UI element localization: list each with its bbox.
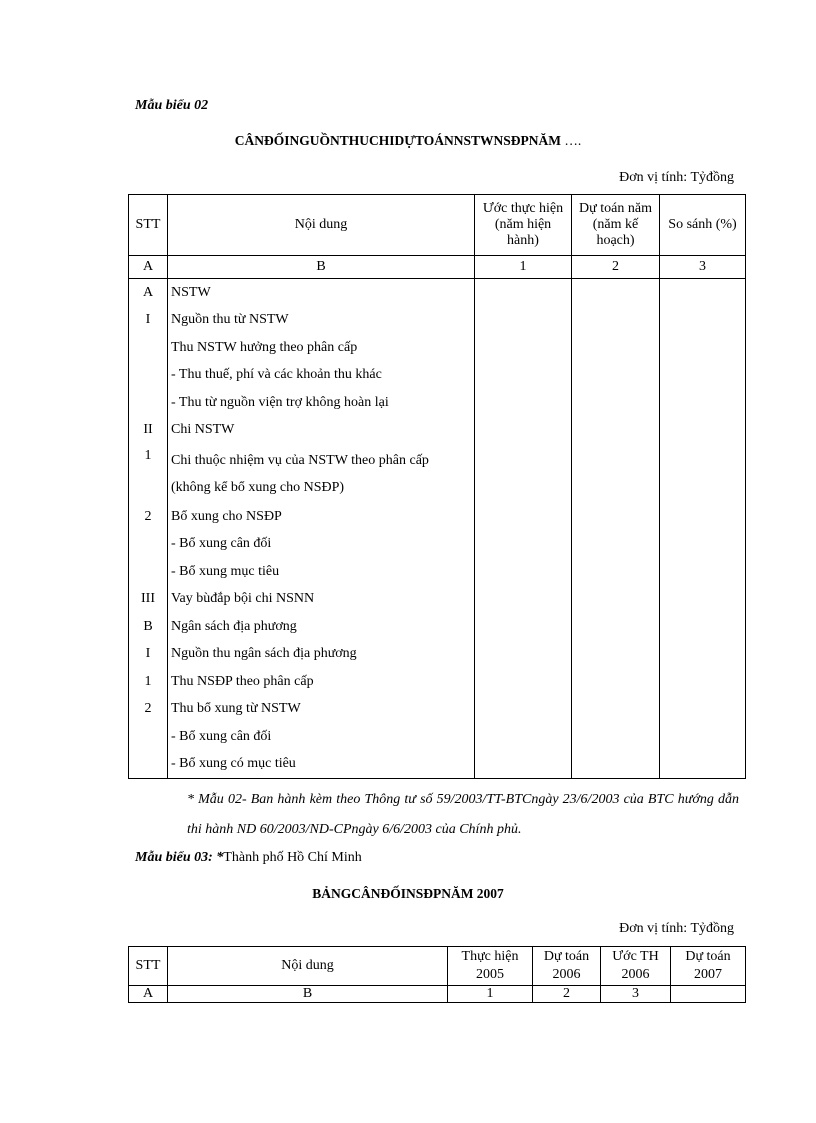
row-value	[572, 751, 660, 779]
footnote-text: * Mẫu 02- Ban hành kèm theo Thông tư số 59/2003/TT-BTCngày 23/6/2003 của BTC hướng dẫn thi hành ND 60/2003/ND-CPngày 6/6/2003 của Chính phủ.	[187, 792, 739, 837]
row-value	[572, 503, 660, 531]
row-value	[660, 613, 746, 641]
row-value	[475, 503, 572, 531]
row-stt	[129, 558, 168, 586]
row-value	[572, 641, 660, 669]
table-row	[129, 723, 746, 751]
row-value	[475, 531, 572, 559]
row-content: Chi NSTW	[168, 417, 475, 445]
row-content: - Bổ xung có mục tiêu	[168, 751, 475, 779]
form-03-title: BẢNGCÂNĐỐINSĐPNĂM 2007	[312, 886, 504, 901]
row-value	[660, 444, 746, 503]
form-label-03-prefix: Mẫu biểu 03:	[135, 850, 213, 865]
local-budget-table	[128, 946, 746, 1003]
label-cell: B	[168, 986, 448, 1003]
row-stt	[129, 751, 168, 779]
row-value	[475, 641, 572, 669]
table-row	[129, 751, 746, 779]
table-row	[129, 444, 746, 503]
row-value	[572, 389, 660, 417]
row-value	[572, 531, 660, 559]
row-stt: 1	[129, 444, 168, 503]
row-value	[572, 613, 660, 641]
row-stt: I	[129, 641, 168, 669]
label-cell	[671, 986, 746, 1003]
table-row	[129, 558, 746, 586]
label-cell: 3	[601, 986, 671, 1003]
row-content: - Thu thuế, phí và các khoản thu khác	[168, 362, 475, 390]
row-value	[660, 307, 746, 335]
row-content: - Thu từ nguồn viện trợ không hoàn lại	[168, 389, 475, 417]
row-value	[475, 444, 572, 503]
table-row	[129, 362, 746, 390]
row-stt: II	[129, 417, 168, 445]
row-value	[572, 668, 660, 696]
row-content: Bổ xung cho NSĐP	[168, 503, 475, 531]
header-budget-2007: Dự toán 2007	[671, 947, 746, 986]
row-value	[475, 586, 572, 614]
row-value	[475, 279, 572, 307]
row-stt: 2	[129, 696, 168, 724]
row-value	[660, 751, 746, 779]
header-budget-2006: Dự toán 2006	[533, 947, 601, 986]
table-row	[129, 613, 746, 641]
row-value	[660, 723, 746, 751]
row-value	[660, 362, 746, 390]
form-02-unit: Đơn vị tính: Tỷđồng	[619, 170, 734, 185]
row-content: Thu bổ xung từ NSTW	[168, 696, 475, 724]
form-label-03-star: *	[212, 850, 224, 865]
row-value	[475, 307, 572, 335]
label-cell: 2	[572, 256, 660, 279]
form-02-title-text: CÂNĐỐINGUỒNTHUCHIDỰTOÁNNSTWNSĐPNĂM	[234, 133, 562, 148]
row-stt	[129, 531, 168, 559]
table-row	[129, 668, 746, 696]
label-cell: A	[129, 986, 168, 1003]
row-stt: III	[129, 586, 168, 614]
row-content: - Bổ xung mục tiêu	[168, 558, 475, 586]
row-value	[660, 558, 746, 586]
row-content: Vay bùđắp bội chi NSNN	[168, 586, 475, 614]
row-value	[660, 696, 746, 724]
row-value	[572, 307, 660, 335]
row-value	[660, 531, 746, 559]
form-02-title-dots: ….	[564, 133, 582, 148]
row-stt: 2	[129, 503, 168, 531]
table-row	[129, 641, 746, 669]
label-cell: 1	[448, 986, 533, 1003]
row-value	[660, 641, 746, 669]
row-content: Thu NSTW hưởng theo phân cấp	[168, 334, 475, 362]
form-label-03-city: Thành phố Hồ Chí Minh	[223, 850, 362, 865]
form-03-unit: Đơn vị tính: Tỷđồng	[619, 921, 734, 936]
table-row	[129, 417, 746, 445]
label-cell: 2	[533, 986, 601, 1003]
row-value	[475, 362, 572, 390]
header-stt: STT	[129, 947, 168, 986]
row-value	[660, 334, 746, 362]
row-content: NSTW	[168, 279, 475, 307]
row-stt: 1	[129, 668, 168, 696]
row-value	[475, 389, 572, 417]
row-value	[475, 558, 572, 586]
budget-balance-table	[128, 194, 746, 779]
header-actual-2005: Thực hiện 2005	[448, 947, 533, 986]
table-row	[129, 334, 746, 362]
row-content: - Bổ xung cân đối	[168, 531, 475, 559]
row-value	[572, 696, 660, 724]
row-stt	[129, 362, 168, 390]
row-value	[475, 417, 572, 445]
table-row	[129, 389, 746, 417]
row-content: Ngân sách địa phương	[168, 613, 475, 641]
column-label-row	[129, 256, 746, 279]
form-02-footnote	[135, 785, 739, 845]
row-value	[660, 586, 746, 614]
row-value	[572, 417, 660, 445]
header-comparison: So sánh (%)	[660, 195, 746, 256]
row-content: - Bổ xung cân đối	[168, 723, 475, 751]
row-value	[475, 613, 572, 641]
row-value	[475, 723, 572, 751]
table-row	[129, 503, 746, 531]
form-02-title	[0, 133, 816, 149]
row-value	[572, 558, 660, 586]
header-budget-plan: Dự toán năm (năm kế hoạch)	[572, 195, 660, 256]
row-value	[572, 723, 660, 751]
table-header-row	[129, 195, 746, 256]
table-row	[129, 586, 746, 614]
form-label-03	[135, 850, 362, 866]
row-value	[660, 279, 746, 307]
row-value	[660, 417, 746, 445]
row-stt: I	[129, 307, 168, 335]
table-row	[129, 307, 746, 335]
row-value	[572, 362, 660, 390]
column-label-row	[129, 986, 746, 1003]
row-stt	[129, 389, 168, 417]
row-value	[475, 668, 572, 696]
row-stt: B	[129, 613, 168, 641]
table-header-row	[129, 947, 746, 986]
row-stt: A	[129, 279, 168, 307]
row-value	[572, 586, 660, 614]
label-cell: B	[168, 256, 475, 279]
row-value	[572, 279, 660, 307]
row-stt	[129, 334, 168, 362]
row-content: Nguồn thu từ NSTW	[168, 307, 475, 335]
header-content: Nội dung	[168, 947, 448, 986]
row-value	[660, 668, 746, 696]
header-stt: STT	[129, 195, 168, 256]
header-estimate-2006: Ước TH 2006	[601, 947, 671, 986]
row-content: Chi thuộc nhiệm vụ của NSTW theo phân cấp (không kể bổ xung cho NSĐP)	[168, 444, 475, 503]
row-value	[475, 334, 572, 362]
header-content: Nội dung	[168, 195, 475, 256]
row-content: Thu NSĐP theo phân cấp	[168, 668, 475, 696]
header-estimate-current: Ước thực hiện (năm hiện hành)	[475, 195, 572, 256]
table-row	[129, 279, 746, 307]
row-value	[660, 503, 746, 531]
row-value	[475, 696, 572, 724]
table-row	[129, 696, 746, 724]
label-cell: 3	[660, 256, 746, 279]
row-value	[572, 334, 660, 362]
row-value	[572, 444, 660, 503]
label-cell: 1	[475, 256, 572, 279]
row-value	[660, 389, 746, 417]
label-cell: A	[129, 256, 168, 279]
form-label-02: Mẫu biểu 02	[135, 98, 209, 113]
table-row	[129, 531, 746, 559]
row-content: Nguồn thu ngân sách địa phương	[168, 641, 475, 669]
row-stt	[129, 723, 168, 751]
row-value	[475, 751, 572, 779]
